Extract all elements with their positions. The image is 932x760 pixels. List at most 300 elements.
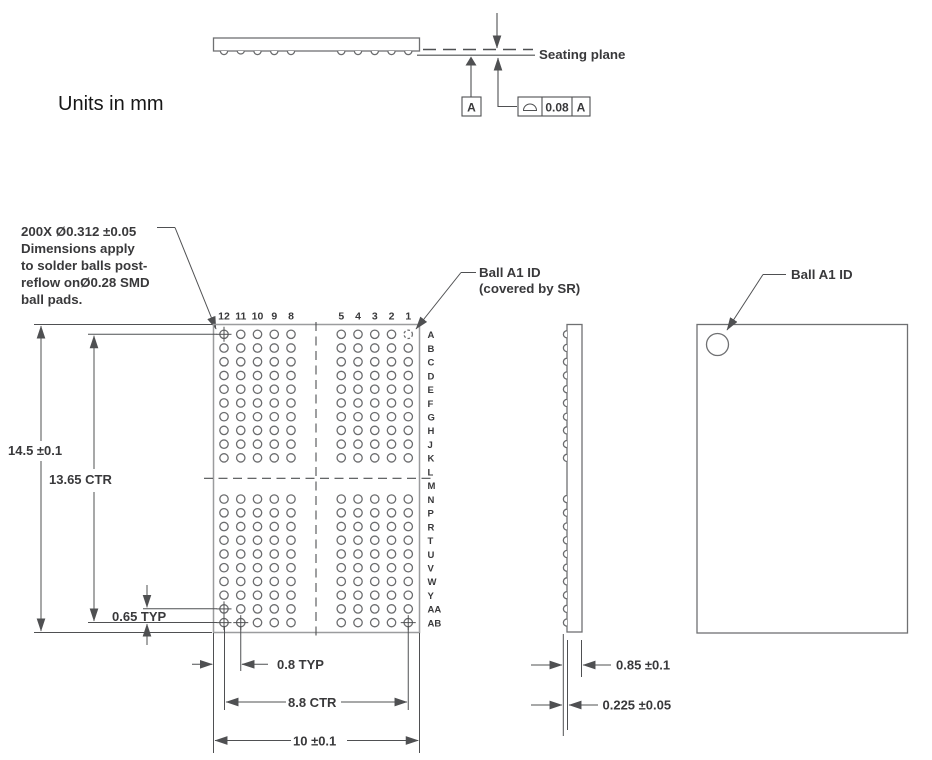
solder-ball: [387, 454, 395, 462]
solder-ball: [287, 495, 295, 503]
side-ball: [563, 413, 567, 420]
solder-ball: [404, 591, 412, 599]
profile-ball: [220, 51, 227, 55]
solder-ball: [404, 426, 412, 434]
solder-ball: [253, 330, 261, 338]
solder-ball: [337, 440, 345, 448]
solder-ball: [270, 454, 278, 462]
row-label: A: [427, 330, 435, 342]
note-line: ball pads.: [21, 292, 83, 307]
solder-ball: [337, 564, 345, 572]
row-labels: [428, 330, 442, 629]
solder-ball: [220, 358, 228, 366]
dim-ball-span-vertical: [49, 334, 217, 622]
note-leader-arrow: [175, 228, 216, 330]
solder-ball: [220, 385, 228, 393]
solder-ball: [371, 399, 379, 407]
dim-ball-span-vertical-value: 13.65 CTR: [49, 472, 112, 487]
dim-ball-standoff-value: 0.225 ±0.05: [602, 697, 672, 713]
note-line: Dimensions apply: [21, 241, 135, 256]
solder-ball: [337, 577, 345, 585]
solder-ball: [337, 344, 345, 352]
solder-ball: [337, 591, 345, 599]
solder-ball: [270, 399, 278, 407]
solder-ball: [237, 605, 245, 613]
solder-ball: [354, 330, 362, 338]
solder-ball: [287, 522, 295, 530]
solder-ball: [220, 591, 228, 599]
solder-ball: [387, 564, 395, 572]
solder-ball: [404, 564, 412, 572]
solder-ball: [404, 412, 412, 420]
solder-ball: [387, 618, 395, 626]
row-label: H: [427, 426, 435, 438]
solder-ball: [387, 344, 395, 352]
column-label: 5: [338, 310, 345, 323]
solder-ball: [337, 385, 345, 393]
solder-ball: [387, 522, 395, 530]
solder-ball: [371, 577, 379, 585]
dim-column-pitch-value: 0.8 TYP: [277, 657, 324, 672]
solder-ball: [337, 412, 345, 420]
solder-ball: [253, 385, 261, 393]
solder-ball: [237, 495, 245, 503]
solder-ball: [371, 536, 379, 544]
solder-ball: [237, 564, 245, 572]
solder-ball: [354, 399, 362, 407]
solder-ball: [287, 330, 295, 338]
solder-ball: [387, 605, 395, 613]
profile-view: [214, 13, 626, 116]
solder-ball: [354, 577, 362, 585]
profile-ball: [338, 51, 345, 55]
profile-ball: [254, 51, 261, 55]
row-label: M: [427, 481, 436, 493]
row-label: B: [427, 343, 435, 355]
dim-body-width: [215, 633, 420, 753]
solder-ball: [387, 550, 395, 558]
solder-ball: [253, 358, 261, 366]
units-label: Units in mm: [58, 93, 164, 115]
column-label: 12: [218, 310, 230, 323]
profile-package-body: [214, 38, 420, 51]
row-label: C: [427, 357, 435, 369]
solder-ball: [387, 371, 395, 379]
row-label: U: [427, 549, 435, 561]
solder-ball: [253, 564, 261, 572]
solder-ball: [354, 564, 362, 572]
ball-a1-id-label: Ball A1 ID: [791, 267, 853, 282]
side-ball: [563, 564, 567, 571]
side-ball: [563, 344, 567, 351]
side-ball: [563, 386, 567, 393]
solder-ball: [287, 577, 295, 585]
profile-ball: [405, 51, 412, 55]
solder-ball: [354, 426, 362, 434]
solder-ball: [371, 591, 379, 599]
solder-ball: [220, 550, 228, 558]
row-label: AB: [427, 618, 442, 630]
side-ball: [563, 578, 567, 585]
solder-ball: [270, 371, 278, 379]
solder-ball: [371, 344, 379, 352]
side-ball: [563, 509, 567, 516]
top-view-outline: [697, 325, 908, 634]
column-label: 1: [405, 310, 412, 323]
dim-row-pitch-value: 0.65 TYP: [112, 609, 167, 624]
row-label: AA: [427, 604, 442, 616]
solder-ball: [404, 522, 412, 530]
flatness-leader-elbow: [498, 71, 517, 107]
solder-ball: [253, 344, 261, 352]
solder-ball: [237, 412, 245, 420]
solder-ball: [354, 454, 362, 462]
solder-ball: [237, 371, 245, 379]
solder-ball: [287, 385, 295, 393]
side-ball: [563, 496, 567, 503]
solder-ball: [371, 550, 379, 558]
solder-ball: [387, 330, 395, 338]
flatness-tolerance: 0.08: [545, 100, 569, 115]
solder-ball: [237, 522, 245, 530]
column-label: 11: [235, 310, 247, 323]
solder-ball: [253, 605, 261, 613]
solder-ball: [287, 536, 295, 544]
solder-ball: [404, 577, 412, 585]
solder-ball: [220, 509, 228, 517]
solder-ball: [253, 495, 261, 503]
solder-ball: [337, 454, 345, 462]
solder-ball: [387, 358, 395, 366]
solder-ball: [220, 344, 228, 352]
solder-ball: [354, 550, 362, 558]
solder-ball: [220, 399, 228, 407]
solder-ball: [237, 344, 245, 352]
side-ball: [563, 605, 567, 612]
solder-ball: [270, 564, 278, 572]
row-label: R: [427, 522, 435, 534]
column-label: 2: [388, 310, 395, 323]
ball-size-note: [21, 224, 216, 329]
solder-ball: [354, 605, 362, 613]
solder-ball: [287, 591, 295, 599]
solder-ball: [270, 605, 278, 613]
solder-ball: [404, 550, 412, 558]
solder-ball: [287, 550, 295, 558]
solder-ball: [337, 605, 345, 613]
row-label: J: [427, 439, 433, 451]
solder-ball: [220, 412, 228, 420]
row-label: F: [427, 398, 434, 410]
solder-ball: [371, 412, 379, 420]
solder-ball: [270, 591, 278, 599]
bottom-view: [8, 265, 580, 753]
solder-ball: [404, 344, 412, 352]
solder-ball: [237, 454, 245, 462]
solder-ball: [253, 371, 261, 379]
solder-ball: [220, 495, 228, 503]
solder-ball: [371, 426, 379, 434]
solder-ball: [253, 454, 261, 462]
ball-a1-sr-label-line1: Ball A1 ID: [479, 265, 541, 280]
dim-body-height-value: 14.5 ±0.1: [8, 443, 63, 458]
solder-ball: [287, 358, 295, 366]
solder-ball: [387, 495, 395, 503]
solder-ball: [371, 454, 379, 462]
side-ball: [563, 537, 567, 544]
solder-ball: [253, 618, 261, 626]
solder-ball: [287, 454, 295, 462]
solder-ball: [371, 618, 379, 626]
solder-ball: [404, 385, 412, 393]
solder-ball: [371, 495, 379, 503]
solder-ball: [371, 440, 379, 448]
solder-ball: [387, 536, 395, 544]
solder-ball: [354, 509, 362, 517]
solder-ball: [253, 440, 261, 448]
flatness-control-frame: [518, 97, 590, 116]
solder-ball: [387, 412, 395, 420]
solder-ball: [270, 440, 278, 448]
solder-ball: [253, 412, 261, 420]
solder-ball: [354, 385, 362, 393]
solder-ball: [287, 371, 295, 379]
solder-ball: [237, 426, 245, 434]
solder-ball: [237, 399, 245, 407]
solder-ball: [220, 371, 228, 379]
side-view-body: [567, 325, 582, 633]
row-label: W: [427, 577, 437, 589]
column-label: 9: [271, 310, 278, 323]
solder-ball: [270, 618, 278, 626]
dim-body-width-value: 10 ±0.1: [293, 733, 337, 749]
dim-overall-thickness-value: 0.85 ±0.1: [616, 657, 671, 673]
solder-ball: [220, 564, 228, 572]
solder-ball: [337, 550, 345, 558]
solder-ball: [220, 536, 228, 544]
top-view: [697, 267, 908, 633]
solder-ball: [253, 536, 261, 544]
profile-ball: [371, 51, 378, 55]
row-label: V: [427, 563, 434, 575]
dim-ball-standoff: [531, 698, 671, 713]
solder-ball: [371, 564, 379, 572]
solder-ball: [220, 577, 228, 585]
solder-ball: [354, 618, 362, 626]
side-ball: [563, 441, 567, 448]
solder-ball: [354, 591, 362, 599]
annotation-leader-arrow: [727, 275, 763, 331]
solder-ball: [270, 495, 278, 503]
solder-ball: [253, 426, 261, 434]
solder-ball: [371, 371, 379, 379]
solder-ball: [287, 618, 295, 626]
dim-row-pitch: [112, 585, 217, 645]
profile-ball: [271, 51, 278, 55]
solder-ball: [337, 618, 345, 626]
note-line: reflow onØ0.28 SMD: [21, 275, 150, 290]
solder-ball: [237, 358, 245, 366]
solder-ball: [337, 536, 345, 544]
solder-ball: [287, 440, 295, 448]
solder-ball: [387, 591, 395, 599]
solder-ball: [354, 522, 362, 530]
solder-ball: [253, 509, 261, 517]
solder-ball: [287, 426, 295, 434]
ball-a1-sr-annotation: [416, 265, 580, 329]
solder-ball: [404, 495, 412, 503]
solder-ball: [237, 440, 245, 448]
solder-ball: [354, 536, 362, 544]
solder-ball: [237, 385, 245, 393]
side-ball: [563, 454, 567, 461]
solder-ball: [337, 399, 345, 407]
side-ball: [563, 399, 567, 406]
solder-ball: [337, 358, 345, 366]
solder-ball: [270, 358, 278, 366]
solder-ball: [387, 426, 395, 434]
ball-a1-sr-label-line2: (covered by SR): [479, 281, 581, 296]
side-ball: [563, 592, 567, 599]
row-label: K: [427, 453, 435, 465]
column-labels: [218, 311, 411, 323]
solder-ball: [371, 522, 379, 530]
solder-ball: [220, 522, 228, 530]
dim-overall-thickness: [531, 658, 670, 673]
profile-ball: [237, 51, 244, 54]
solder-ball: [253, 591, 261, 599]
solder-ball: [404, 440, 412, 448]
solder-ball: [220, 454, 228, 462]
side-ball: [563, 358, 567, 365]
solder-ball: [337, 371, 345, 379]
ball-a1-id-marker: [707, 334, 729, 356]
profile-ball: [388, 51, 395, 55]
solder-ball: [270, 522, 278, 530]
dim-ball-span-horizontal-value: 8.8 CTR: [288, 695, 337, 710]
datum-label: A: [467, 100, 476, 115]
profile-ball: [287, 51, 294, 55]
solder-ball: [354, 495, 362, 503]
solder-ball: [237, 577, 245, 585]
column-label: 10: [251, 310, 264, 323]
row-label: Y: [427, 590, 434, 602]
profile-ball: [354, 51, 361, 55]
solder-ball: [371, 330, 379, 338]
solder-ball: [237, 509, 245, 517]
solder-ball: [287, 399, 295, 407]
solder-ball: [270, 344, 278, 352]
solder-ball: [253, 399, 261, 407]
column-label: 4: [355, 310, 361, 323]
side-ball: [563, 331, 567, 338]
solder-ball: [354, 371, 362, 379]
solder-ball: [270, 385, 278, 393]
note-line: 200X Ø0.312 ±0.05: [21, 224, 137, 239]
seating-plane-label: Seating plane: [539, 47, 626, 62]
solder-ball: [354, 344, 362, 352]
solder-ball: [337, 330, 345, 338]
solder-ball: [354, 440, 362, 448]
solder-ball: [404, 605, 412, 613]
solder-ball: [371, 605, 379, 613]
flatness-symbol-icon: [524, 104, 537, 111]
solder-ball: [253, 522, 261, 530]
solder-ball: [287, 605, 295, 613]
solder-ball: [337, 522, 345, 530]
solder-ball: [270, 412, 278, 420]
solder-ball: [404, 358, 412, 366]
solder-ball: [387, 385, 395, 393]
solder-ball: [404, 454, 412, 462]
solder-ball: [387, 577, 395, 585]
flatness-datum-ref: A: [576, 100, 586, 115]
solder-ball: [237, 330, 245, 338]
row-label: T: [427, 536, 434, 548]
side-ball: [563, 550, 567, 557]
solder-ball: [387, 509, 395, 517]
solder-ball: [404, 509, 412, 517]
solder-ball: [404, 399, 412, 407]
solder-ball: [220, 440, 228, 448]
solder-ball: [253, 577, 261, 585]
datum-triangle-icon: [466, 57, 477, 66]
solder-ball: [237, 536, 245, 544]
solder-ball: [354, 358, 362, 366]
side-ball: [563, 523, 567, 530]
annotation-leader-arrow: [416, 273, 461, 330]
ball-a1: [404, 330, 412, 338]
solder-ball: [287, 509, 295, 517]
solder-ball: [287, 564, 295, 572]
solder-ball: [270, 426, 278, 434]
row-label: D: [427, 371, 435, 383]
row-label: G: [427, 412, 435, 424]
solder-ball: [337, 495, 345, 503]
solder-ball: [404, 536, 412, 544]
solder-ball: [270, 550, 278, 558]
solder-ball: [253, 550, 261, 558]
solder-ball: [371, 509, 379, 517]
solder-ball: [371, 385, 379, 393]
row-label: L: [427, 467, 434, 479]
column-label: 3: [371, 310, 378, 323]
side-view: [531, 325, 671, 737]
solder-ball: [287, 412, 295, 420]
row-label: P: [427, 508, 434, 520]
solder-ball: [237, 591, 245, 599]
solder-ball: [354, 412, 362, 420]
solder-ball: [270, 509, 278, 517]
solder-ball: [270, 330, 278, 338]
solder-ball: [337, 426, 345, 434]
solder-ball: [220, 426, 228, 434]
side-ball: [563, 619, 567, 626]
side-ball: [563, 372, 567, 379]
row-label: E: [427, 385, 434, 397]
solder-ball: [337, 509, 345, 517]
row-label: N: [427, 494, 435, 506]
solder-ball: [270, 577, 278, 585]
solder-ball: [387, 399, 395, 407]
note-line: to solder balls post-: [21, 258, 148, 273]
solder-ball: [387, 440, 395, 448]
solder-ball: [237, 550, 245, 558]
solder-ball: [371, 358, 379, 366]
solder-ball: [270, 536, 278, 544]
solder-ball: [287, 344, 295, 352]
side-ball: [563, 427, 567, 434]
